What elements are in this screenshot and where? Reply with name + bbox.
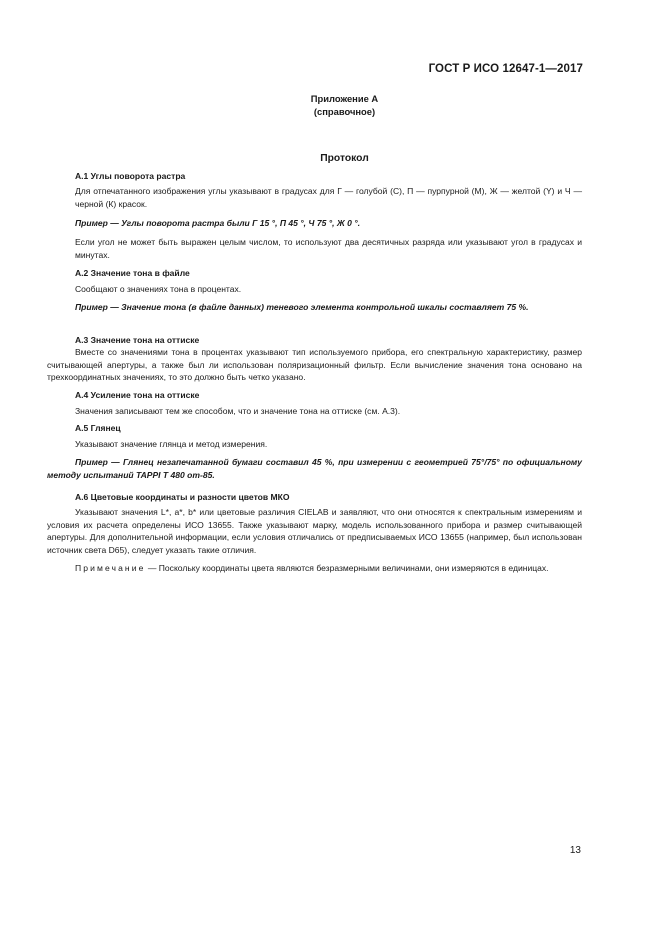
appendix-subtitle: (справочное) — [313, 106, 376, 117]
note-text: — Поскольку координаты цвета являются безразмерными величинами, они измеряются в единицах. — [145, 563, 549, 573]
section-title: Протокол — [320, 153, 369, 164]
example-a5: Пример — Глянец незапечатанной бумаги составил 45 %, при измерении с геометрией 75°/75° по официальному методу испытаний TAPPI T 480 om-85. — [47, 457, 582, 480]
document-code: ГОСТ Р ИСО 12647-1—2017 — [428, 63, 583, 75]
note-label: Примечание — [75, 563, 146, 573]
note — [47, 562, 582, 575]
heading-a2: А.2 Значение тона в файле — [75, 268, 190, 278]
heading-a3: А.3 Значение тона на оттиске — [75, 335, 200, 345]
heading-a4: А.4 Усиление тона на оттиске — [75, 390, 200, 400]
heading-a5: А.5 Глянец — [75, 423, 121, 433]
page-number: 13 — [569, 845, 581, 856]
example-a2: Пример — Значение тона (в файле данных) теневого элемента контрольной шкалы составляет 75 %. — [75, 302, 529, 312]
heading-a6: А.6 Цветовые координаты и разности цветов МКО — [75, 492, 290, 502]
paragraph-a1-2: Если угол не может быть выражен целым числом, то используют два десятичных разряда или указывают угол в градусах и минутах. — [75, 237, 582, 260]
appendix-title: Приложение А — [310, 93, 379, 104]
appendix-heading — [0, 92, 661, 118]
heading-a1: А.1 Углы поворота растра — [75, 171, 186, 181]
paragraph-a1 — [75, 185, 582, 210]
example-a1: Пример — Углы поворота растра были Г 15 °, П 45 °, Ч 75 °, Ж 0 °. — [75, 218, 361, 228]
paragraph-a3: Вместе со значениями тона в процентах указывают тип используемого прибора, его спектральную характеристику, размер считывающей апертуры, а также был ли использован поляризационный фильтр. Если вычисление значения тона основано на трехкоординатных значениях, то это должно быть четко указано. — [47, 347, 582, 383]
paragraph-a1-text: Для отпечатанного изображения углы указывают в градусах для Г — голубой (С), П — пурпурной (М), Ж — желтой (Y) и Ч — черной (К) красок. — [75, 186, 582, 209]
paragraph-a4: Значения записывают тем же способом, что и значение тона на оттиске (см. А.3). — [75, 406, 401, 416]
paragraph-a2: Сообщают о значениях тона в процентах. — [75, 284, 242, 294]
paragraph-a6: Указывают значения L*, a*, b* или цветовые различия CIELAB и заявляют, что они относятся к спектральным измерениям и условия их расчета определены ИСО 13655. Также указывают марку, модель использованного прибора и размер считывающей апертуры. Для дополнительной информации, если условия отличались от предписываемых ИСО 13655 (например, был использован источник света D65), следует указать такие отличия. — [47, 507, 582, 555]
paragraph-a5: Указывают значение глянца и метод измерения. — [75, 439, 268, 449]
